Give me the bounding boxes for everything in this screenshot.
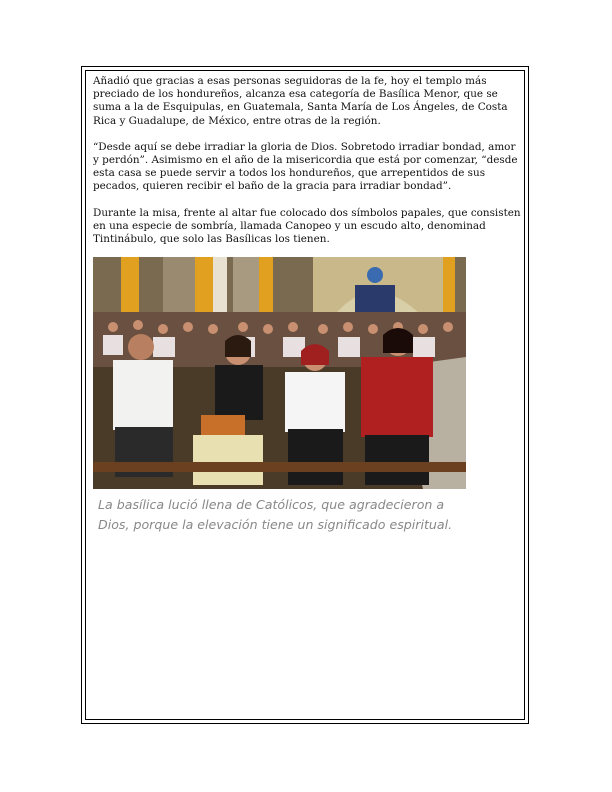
article-body xyxy=(93,75,521,259)
paragraph-3: Durante la misa, frente al altar fue colocado dos símbolos papales, que consisten en una especie de sombría, llamada Canopeo y un escudo alto, denominad Tintinábulo, que solo las Basílicas los tienen. xyxy=(93,206,521,246)
paragraph-2: “Desde aquí se debe irradiar la gloria de Dios. Sobretodo irradiar bondad, amor y perdón”. Asimismo en el año de la misericordia que está por comenzar, “desde esta casa se puede servir a todos los hondureños, que arrepentidos de sus pecados, quieren recibir el baño de la gracia para irradiar bondad”. xyxy=(93,140,518,193)
basilica-photo xyxy=(93,257,466,489)
paragraph-1: Añadió que gracias a esas personas seguidoras de la fe, hoy el templo más preciado de los hondureños, alcanza esa categoría de Basílica Menor, que se suma a la de Esquipulas, en Guatemala, Santa María de Los Ángeles, de Costa Rica y Guadalupe, de México, entre otras de la región. xyxy=(93,75,508,127)
photo-caption: La basílica lució llena de Católicos, que agradecieron a Dios, porque la elevación tiene un significado espiritual. xyxy=(98,497,453,532)
page-border xyxy=(81,66,529,724)
inner-border xyxy=(85,70,525,720)
